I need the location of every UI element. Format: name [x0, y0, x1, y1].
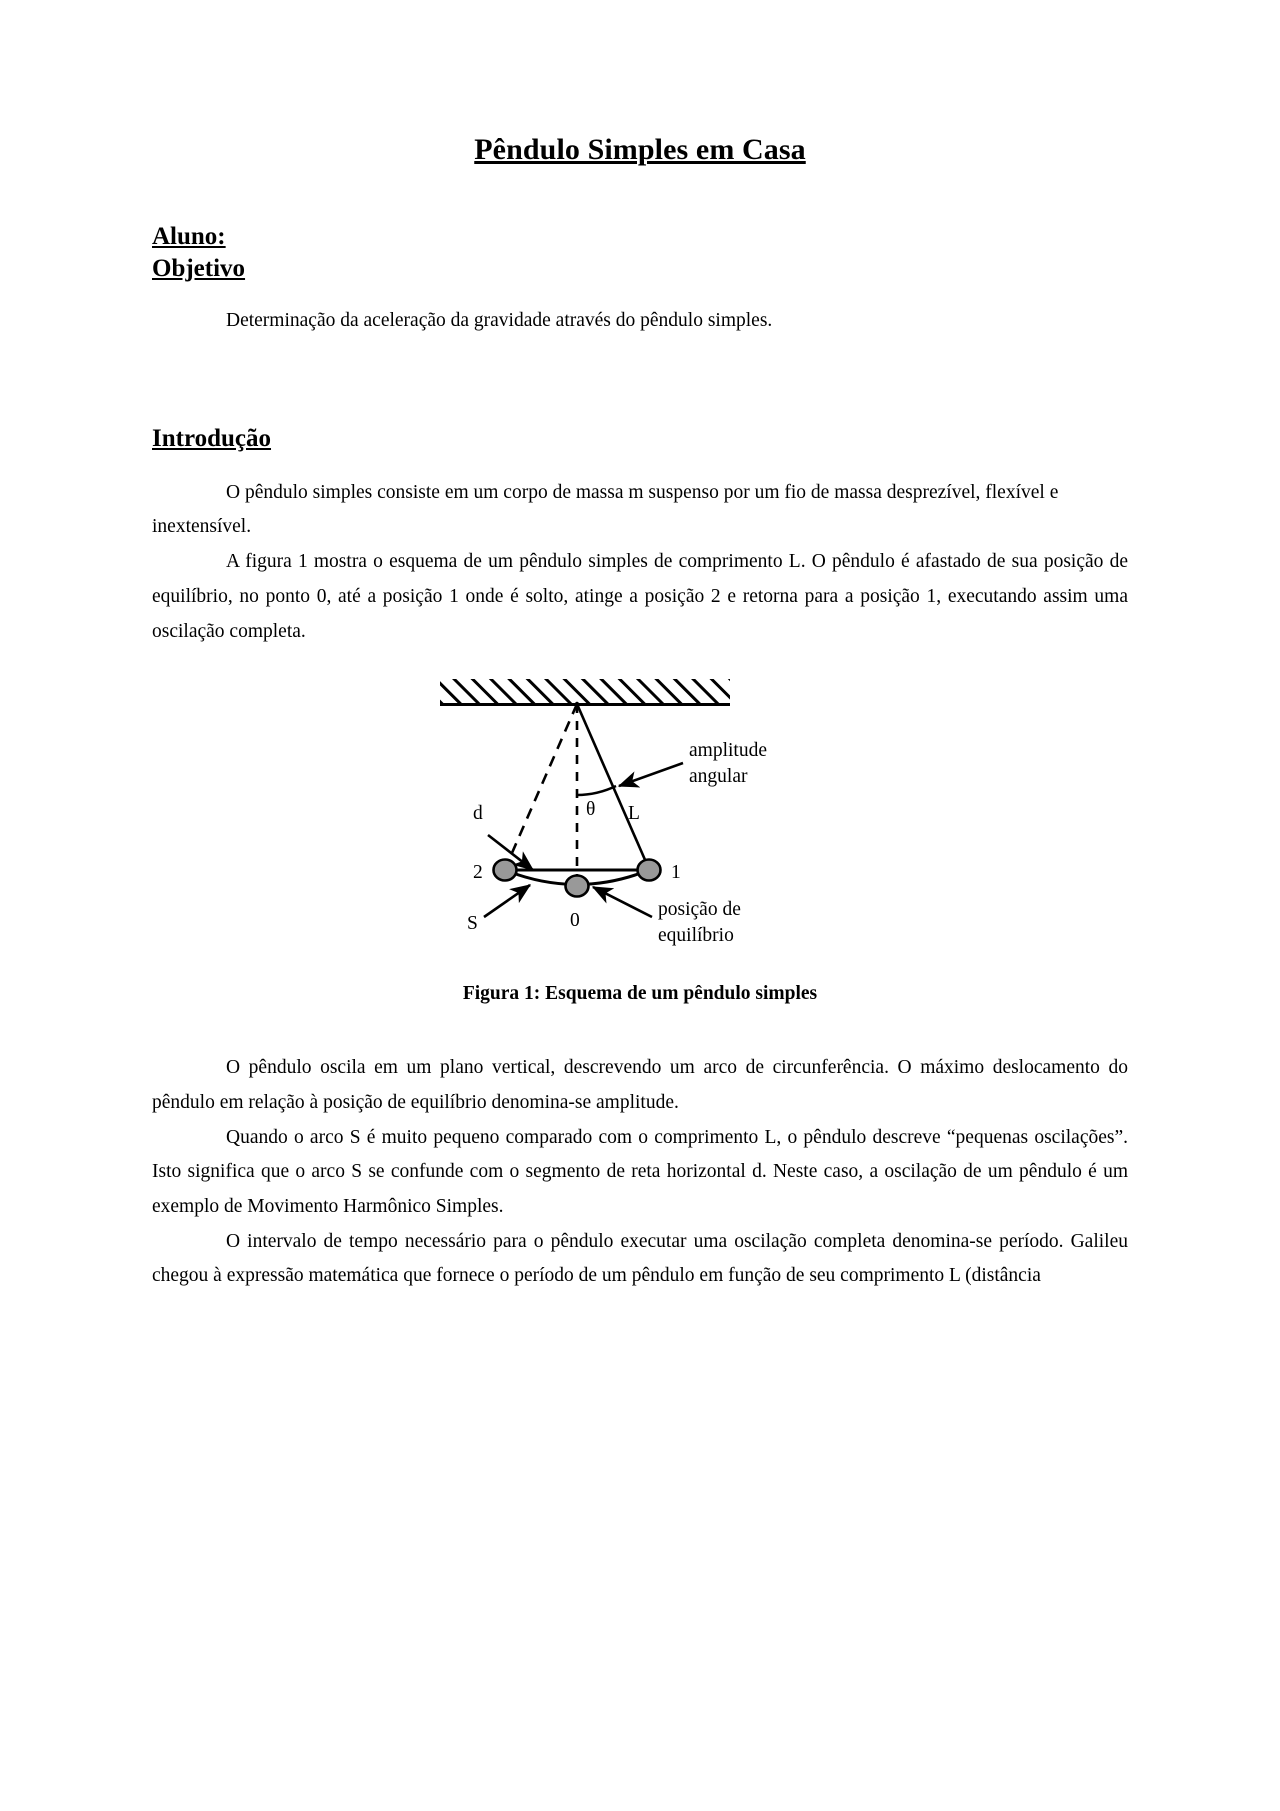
bob-position-2 — [494, 860, 517, 881]
page-title: Pêndulo Simples em Casa — [474, 133, 806, 166]
amplitude-callout-arrow — [619, 763, 683, 786]
amplitude-label-line2: angular — [689, 766, 748, 788]
heading-objetivo: Objetivo — [152, 255, 246, 282]
paragraph-intro-2: A figura 1 mostra o esquema de um pêndulo simples de comprimento L. O pêndulo é afastado de sua posição de equilíbrio, no ponto 0, até a posição 1 onde é solto, atinge a posição 2 e retorna para a posição 1, executando assim uma oscilação completa. — [152, 551, 1128, 642]
string-to-position-2 — [505, 704, 577, 869]
bob-position-1 — [638, 860, 661, 881]
paragraph-intro-1: O pêndulo simples consiste em um corpo de massa m suspenso por um fio de massa desprezível, flexível e inextensível. — [152, 481, 1059, 538]
chord-label-d: d — [473, 803, 483, 825]
heading-aluno: Aluno: — [152, 223, 226, 250]
equilibrium-label-line1: posição de — [658, 899, 741, 921]
theta-label: θ — [586, 799, 596, 821]
figure-1 — [152, 667, 1128, 1005]
paragraph-after-figure-3: O intervalo de tempo necessário para o pêndulo executar uma oscilação completa denomina-se período. Galileu chegou à expressão matemática que fornece o período de um pêndulo em função de seu comprimento L (distância — [152, 1230, 1128, 1287]
position-label-1: 1 — [671, 862, 681, 884]
equilibrium-label-line2: equilíbrio — [658, 925, 734, 947]
position-label-2: 2 — [473, 862, 483, 884]
angle-arc — [577, 786, 616, 795]
position-label-0: 0 — [570, 910, 580, 932]
amplitude-label-line1: amplitude — [689, 740, 767, 762]
paragraph-after-figure-2: Quando o arco S é muito pequeno comparado com o comprimento L, o pêndulo descreve “pequenas oscilações”. Isto significa que o arco S se confunde com o segmento de reta horizontal d. Neste caso, a oscilação de um pêndulo é um exemplo de Movimento Harmônico Simples. — [152, 1126, 1128, 1218]
heading-introducao: Introdução — [152, 424, 272, 452]
equilibrium-callout-arrow — [593, 887, 652, 917]
figure-caption: Figura 1: Esquema de um pêndulo simples — [462, 983, 818, 1005]
paragraph-after-figure-1: O pêndulo oscila em um plano vertical, descrevendo um arco de circunferência. O máximo deslocamento do pêndulo em relação à posição de equilíbrio denomina-se amplitude. — [152, 1057, 1128, 1113]
arc-label-S: S — [467, 913, 478, 935]
length-label-L: L — [628, 803, 640, 825]
paragraph-objetivo: Determinação da aceleração da gravidade através do pêndulo simples. — [226, 310, 773, 331]
ceiling-hatch — [440, 678, 730, 705]
arc-callout-arrow — [484, 885, 530, 917]
bob-position-0 — [566, 876, 589, 897]
pendulum-diagram — [440, 667, 840, 957]
